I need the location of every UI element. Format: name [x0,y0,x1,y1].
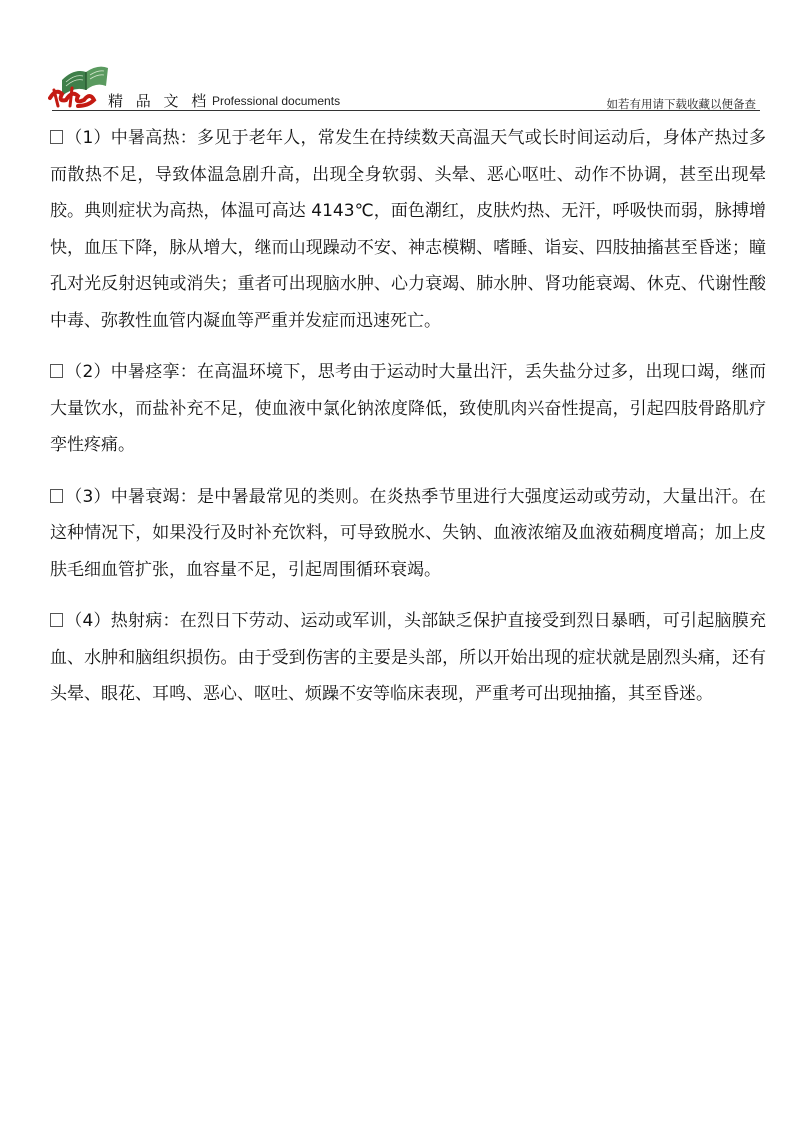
paragraph-text: （1）中暑高热：多见于老年人，常发生在持续数天高温天气或长时间运动后，身体产热过多而散热不足，导致体温急剧升高，出现全身软弱、头晕、恶心呕吐、动作不协调，甚至出现晕胶。典则症状为高热，体温可高达 4143℃，面色潮红，皮肤灼热、无汗，呼吸快而弱，脉搏增快，血压下降，脉从增大，继而山现躁动不安、神志模糊、嗜睡、诣妄、四肢抽搐甚至昏迷；瞳孔对光反射迟钝或消失；重者可出现脑水肿、心力衰竭、肺水肿、肾功能衰竭、休克、代谢性酸中毒、弥教性血管内凝血等严重并发症而迅速死亡。 [50,128,766,331]
paragraph [50,479,766,589]
header-note: 如若有用请下载收藏以便备查 [606,97,756,111]
brand-title: 精 品 文 档 [108,92,211,110]
bullet-box-icon [50,489,63,503]
page-header [48,50,760,110]
brand-subtitle: Professional documents [212,94,341,108]
bullet-box-icon [50,613,63,627]
paragraph [50,120,766,339]
bullet-box-icon [50,364,63,378]
paragraph-text: （4）热射病：在烈日下劳动、运动或军训，头部缺乏保护直接受到烈日暴晒，可引起脑膜充血、水肿和脑组织损伤。由于受到伤害的主要是头部，所以开始出现的症状就是剧烈头痛，还有头晕、眼花、耳鸣、恶心、呕吐、烦躁不安等临床表现，严重考可出现抽搐，其至昏迷。 [50,611,766,704]
paragraph [50,354,766,464]
document-body [50,120,766,713]
paragraph-text: （3）中暑衰竭：是中暑最常见的类则。在炎热季节里进行大强度运动或劳动，大量出汗。在这种情况下，如果没行及时补充饮料，可导致脱水、失钠、血液浓缩及血液茹稠度增高；加上皮肤毛细血管扩张，血容量不足，引起周围循环衰竭。 [50,486,766,580]
book-logo-icon [48,50,114,108]
paragraph [50,603,766,713]
header-divider [52,110,760,111]
bullet-box-icon [50,130,63,144]
paragraph-text: （2）中暑痉挛：在高温环境下，思考由于运动时大量出汗，丢失盐分过多，出现口竭，继而大量饮水，而盐补充不足，使血液中氯化钠浓度降低，致使肌肉兴奋性提高，引起四肢骨路肌疗孪性疼痛。 [50,362,766,455]
